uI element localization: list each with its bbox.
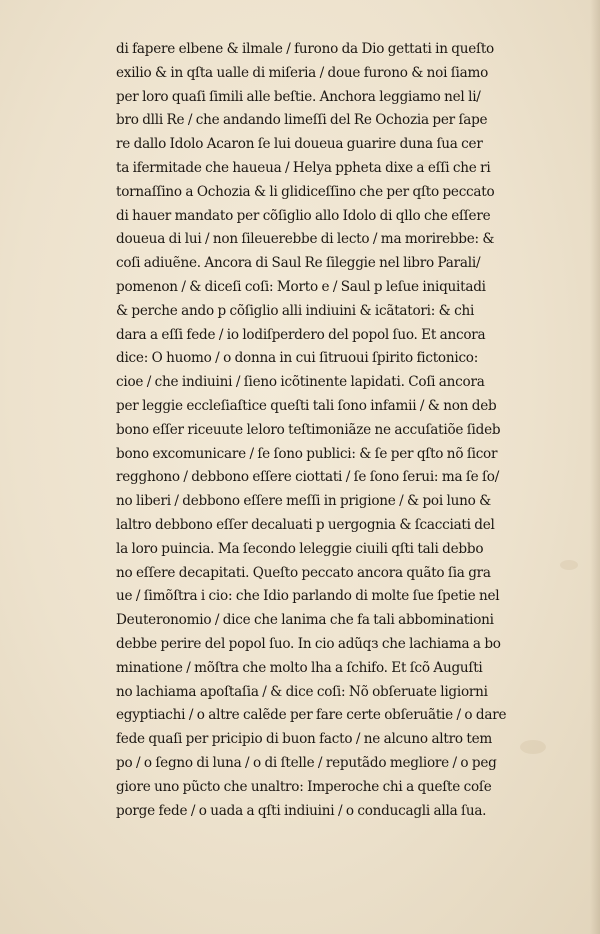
text-line: dice: O huomo / o donna in cui ſitruoui ſpirito fictonico: xyxy=(116,350,479,367)
text-line: cioe / che indiuini / ſieno icõtinente lapidati. Coſi ancora xyxy=(116,374,485,391)
page-edge-shadow xyxy=(590,0,600,934)
text-line: minatione / mõſtra che molto lha a ſchifo. Et ſcõ Auguſti xyxy=(116,659,483,676)
text-block xyxy=(116,38,562,823)
text-line: laltro debbono eſſer decaluati p uergognia & ſcacciati del xyxy=(116,516,495,533)
text-line: & perche ando p cõſiglio alli indiuini & icãtatori: & chi xyxy=(116,302,475,319)
text-line: tornaſſino a Ochozia & li glidiceſſino che per qſto peccato xyxy=(116,183,495,200)
text-line: po / o ſegno di luna / o di ſtelle / reputãdo megliore / o peg xyxy=(116,754,497,771)
text-line: ta ifermitade che haueua / Helya pphetа dixe a eſſi che ri xyxy=(116,159,491,176)
text-line: per leggie eccleſiaſtice queſti tali ſono infamii / & non deb xyxy=(116,397,497,414)
text-line: fede quaſi per pricipio di buon facto / ne alcuno altro tem xyxy=(116,731,493,748)
text-line: ue / ſimõſtra i cio: che Idio parlando di molte ſue ſpetie nel xyxy=(116,588,500,605)
text-line: egyptiachi / o altre calẽde per fare certe obſeruãtie / o dare xyxy=(116,707,507,724)
text-line: la loro puincia. Ma ſecondo leleggie ciuili qſti tali debbo xyxy=(116,540,484,557)
text-line: dara a eſſi fede / io lodiſperdero del popol ſuo. Et ancora xyxy=(116,326,486,343)
text-line: exilio & in qſta ualle di miſeria / doue furono & noi ſiamo xyxy=(116,64,489,81)
text-line: regghono / debbono eſſere ciottati / ſe ſono ſerui: ma ſe ſo/ xyxy=(116,469,500,486)
text-line: di fapere elbene & ilmale / furono da Dio gettati in queſto xyxy=(116,41,494,57)
text-line: no liberi / debbono eſſere meſſi in prigione / & poi luno & xyxy=(116,493,491,510)
text-line: porge fede / o uada a qſti indiuini / o conducagli alla ſua. xyxy=(116,802,487,819)
text-line: di hauer mandato per cõſiglio allo Idolo di qllo che eſſere xyxy=(116,207,491,224)
text-line: re dallo Idolo Acaron ſe lui doueua guarire duna ſua cer xyxy=(116,136,483,153)
text-line: bono eſſer riceuute leloro teſtimoniãze ne accuſatiõe ſideb xyxy=(116,421,501,438)
text-line: coſi adiuẽne. Ancora di Saul Re ſileggie nel libro Parali/ xyxy=(116,255,481,272)
text-line: Deuteronomio / dice che lanima che fa tali abbominationi xyxy=(116,612,494,629)
text-line: no lachiama apoſtaſia / & dice coſi: Nõ obſeruate ligiorni xyxy=(116,683,488,700)
text-line: pomenon / & diceſi coſi: Morto e / Saul p leſue iniquitadi xyxy=(116,278,486,295)
text-line: doueua di lui / non ſileuerebbe di lecto / ma morirebbe: & xyxy=(116,231,495,248)
text-line: bono excomunicare / ſe ſono publici: & ſe per qſto nõ ſicor xyxy=(116,445,498,462)
paper-stain xyxy=(560,560,578,570)
text-line: per loro quaſi ſimili alle beſtie. Anchora leggiamo nel li/ xyxy=(116,88,481,105)
text-line: no eſſere decapitati. Queſto peccato ancora quãto ſia gra xyxy=(116,564,491,581)
text-line: bro dlli Re / che andando limeſſi del Re Ochozia per ſape xyxy=(116,112,488,129)
text-line: giore uno pũcto che unaltro: Imperoche chi a queſte coſe xyxy=(116,778,492,795)
text-line: debbe perire del popol ſuo. In cio adũqз che lachiama a bo xyxy=(116,635,501,652)
